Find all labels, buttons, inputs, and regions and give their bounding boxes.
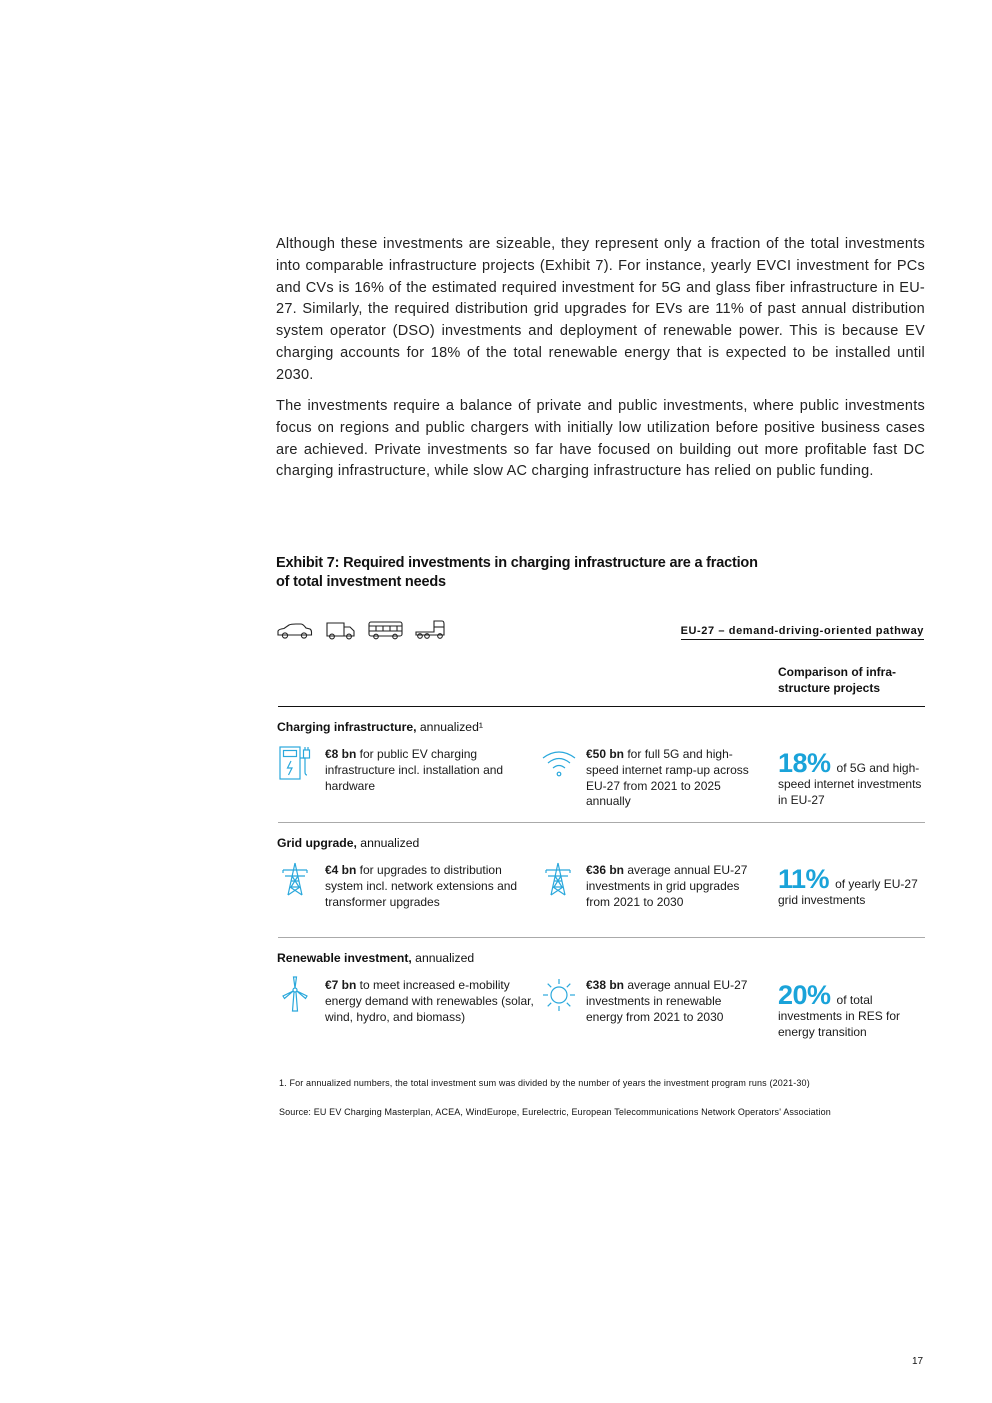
power-tower-icon <box>543 861 573 897</box>
truck-icon <box>414 619 447 641</box>
body-paragraph-2: The investments require a balance of private and public investments, where public investments focus on regions and public chargers with initially low utilization before positive business cases are achieved. Private investments so far have focused on building out more profitable fast DC charging infrastructure, while slow AC charging infrastructure has relied on public funding. <box>276 398 925 480</box>
pathway-label: EU-27 – demand-driving-oriented pathway <box>681 625 924 640</box>
percentage-value: 11% <box>778 864 830 894</box>
van-icon <box>325 619 357 641</box>
grid-investment-text: €36 bn average annual EU-27 investments in grid upgrades from 2021 to 2030 <box>586 863 748 909</box>
exhibit-title: Exhibit 7: Required investments in charging infrastructure are a fraction of total investment needs <box>276 555 758 590</box>
wifi-icon <box>541 749 577 779</box>
comparison-column-header: Comparison of infra- structure projects <box>778 665 897 695</box>
page-number: 17 <box>912 1356 924 1367</box>
ev-charger-icon <box>278 745 312 781</box>
section-heading-renewable: Renewable investment, annualized <box>277 951 475 965</box>
percentage-value: 20% <box>778 980 831 1010</box>
section-divider <box>278 822 925 823</box>
car-icon <box>276 619 313 641</box>
grid-comparison: 11% of yearly EU-27 grid investments <box>778 864 918 907</box>
power-tower-icon <box>280 861 310 897</box>
charging-comparison: 18% of 5G and high-speed internet investments in EU-27 <box>778 748 922 807</box>
source-note: Source: EU EV Charging Masterplan, ACEA, WindEurope, Eurelectric, European Telecommunications Network Operators' Association <box>279 1107 831 1117</box>
bus-icon <box>367 619 404 641</box>
section-heading-grid: Grid upgrade, annualized <box>277 836 420 850</box>
section-divider <box>278 937 925 938</box>
body-paragraph-1: Although these investments are sizeable, they represent only a fraction of the total investments into comparable infrastructure projects (Exhibit 7). For instance, yearly EVCI investment for PCs and CVs is 16% of the estimated required investment for 5G and glass fiber infrastructure in EU-27. Similarly, the required distribution grid upgrades for EVs are 11% of past annual distribution system operator (DSO) investments and deployment of renewable power. This is because EV charging accounts for 18% of the total renewable energy that is expected to be installed until 2030. <box>276 236 925 383</box>
renewable-investment-text: €38 bn average annual EU-27 investments in renewable energy from 2021 to 2030 <box>586 978 748 1024</box>
sun-icon <box>541 977 577 1013</box>
footnote: 1. For annualized numbers, the total investment sum was divided by the number of years the investment program runs (2021-30) <box>279 1078 810 1088</box>
header-divider <box>278 706 925 707</box>
section-heading-charging: Charging infrastructure, annualized¹ <box>277 720 483 734</box>
renewable-comparison: 20% of total investments in RES for energy transition <box>778 980 901 1039</box>
grid-upgrade-text: €4 bn for upgrades to distribution system incl. network extensions and transformer upgrades <box>325 863 518 909</box>
percentage-value: 18% <box>778 748 831 778</box>
5g-investment-text: €50 bn for full 5G and high-speed internet ramp-up across EU-27 from 2021 to 2025 annually <box>586 747 749 809</box>
renewable-emobility-text: €7 bn to meet increased e-mobility energy demand with renewables (solar, wind, hydro, and biomass) <box>325 978 534 1024</box>
charging-investment-text: €8 bn for public EV charging infrastructure incl. installation and hardware <box>325 747 504 793</box>
wind-turbine-icon <box>278 975 312 1013</box>
